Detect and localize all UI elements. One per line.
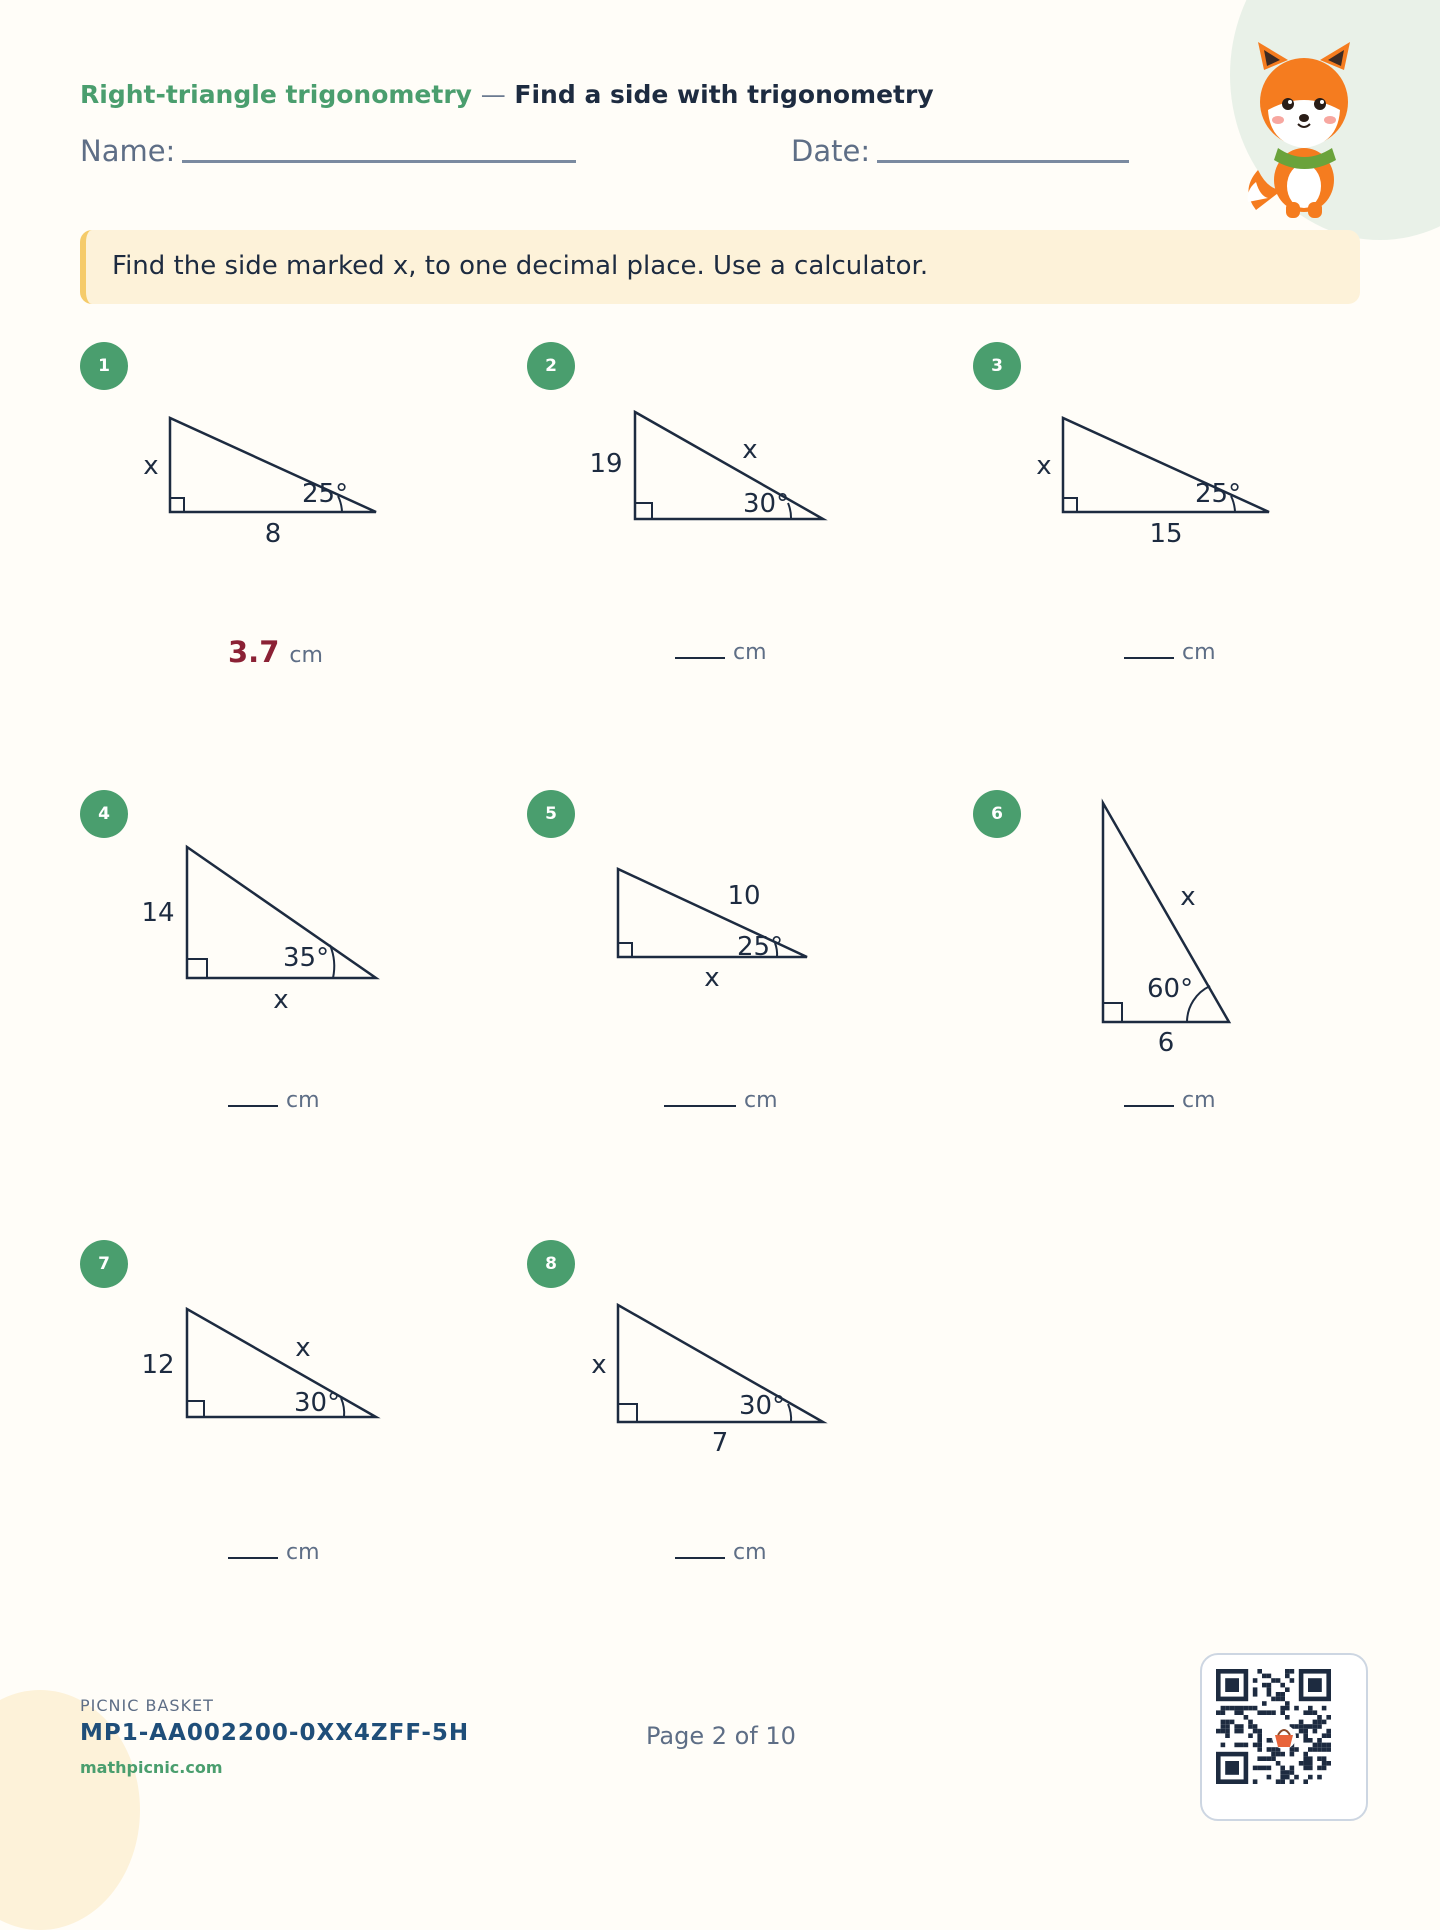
footer-site-link[interactable]: mathpicnic.com	[80, 1758, 223, 1777]
side-label: 12	[141, 1350, 175, 1380]
problem-6	[973, 790, 1413, 1230]
side-label: x	[591, 1350, 607, 1380]
answer-unit: cm	[733, 640, 767, 665]
angle-label: 35°	[283, 943, 330, 973]
answer-blank[interactable]	[675, 1557, 725, 1559]
answer-area[interactable]	[228, 1540, 320, 1565]
answer-unit: cm	[289, 643, 323, 668]
answer-blank[interactable]	[664, 1105, 736, 1107]
answer-unit: cm	[744, 1088, 778, 1113]
date-line[interactable]	[877, 160, 1129, 163]
side-label: x	[1180, 882, 1196, 912]
side-label: x	[143, 451, 159, 481]
angle-label: 25°	[737, 932, 784, 962]
answer-area[interactable]	[675, 1540, 767, 1565]
date-field[interactable]	[791, 134, 870, 168]
answer-area[interactable]	[228, 1088, 320, 1113]
answer-area[interactable]	[675, 640, 767, 665]
right-angle-marker-icon	[618, 1404, 637, 1422]
angle-label: 30°	[739, 1391, 786, 1421]
angle-label: 25°	[302, 479, 349, 509]
answer-blank[interactable]	[675, 657, 725, 659]
angle-label: 60°	[1147, 974, 1194, 1004]
topic-label: Right-triangle trigonometry	[80, 80, 472, 109]
problem-1	[80, 342, 520, 782]
triangle-diagram	[80, 790, 520, 1230]
answer-area[interactable]	[664, 1088, 778, 1113]
side-label: 14	[141, 898, 175, 928]
problem-2	[527, 342, 967, 782]
name-line[interactable]	[182, 160, 576, 163]
footer-code: MP1-AA002200-0XX4ZFF-5H	[80, 1720, 470, 1746]
angle-label: 30°	[743, 489, 790, 519]
problem-number-badge: 6	[973, 790, 1021, 838]
picnic-basket-icon	[1275, 1735, 1293, 1747]
triangle-diagram	[527, 1240, 967, 1680]
problem-number-badge: 3	[973, 342, 1021, 390]
angle-label: 30°	[294, 1388, 341, 1418]
answer-area[interactable]	[1124, 640, 1216, 665]
answer-blank[interactable]	[1124, 1105, 1174, 1107]
side-label: 8	[264, 519, 282, 549]
right-angle-marker-icon	[635, 503, 652, 519]
answer-blank[interactable]	[228, 1557, 278, 1559]
name-label: Name:	[80, 134, 176, 168]
side-label: x	[273, 985, 289, 1015]
answer-blank[interactable]	[1124, 657, 1174, 659]
side-label: x	[1036, 451, 1052, 481]
problem-4	[80, 790, 520, 1230]
right-angle-marker-icon	[187, 1401, 204, 1417]
problem-5	[527, 790, 967, 1230]
date-label: Date:	[791, 134, 871, 168]
title-separator: —	[480, 80, 506, 109]
side-label: x	[704, 963, 720, 993]
problem-number-badge: 8	[527, 1240, 575, 1288]
problem-8	[527, 1240, 967, 1680]
problem-number-badge: 2	[527, 342, 575, 390]
page-number: Page 2 of 10	[646, 1722, 796, 1750]
fox-mascot-icon	[1238, 40, 1368, 220]
problem-7	[80, 1240, 520, 1680]
problem-number-badge: 1	[80, 342, 128, 390]
worksheet-title	[80, 80, 934, 109]
answer-area[interactable]	[1124, 1088, 1216, 1113]
subtitle-label: Find a side with trigonometry	[514, 80, 934, 109]
name-field[interactable]	[80, 134, 175, 168]
instructions-text: Find the side marked x, to one decimal place. Use a calculator.	[112, 251, 929, 281]
instructions-banner	[80, 230, 1360, 304]
problem-number-badge: 5	[527, 790, 575, 838]
side-label: 19	[589, 449, 623, 479]
right-angle-marker-icon	[1063, 498, 1077, 512]
side-label: 6	[1157, 1028, 1175, 1058]
side-label: x	[742, 435, 758, 465]
problem-number-badge: 4	[80, 790, 128, 838]
right-angle-marker-icon	[187, 959, 207, 978]
right-angle-marker-icon	[618, 943, 632, 957]
answer-area[interactable]	[228, 635, 323, 669]
qr-code-icon[interactable]	[1200, 1653, 1368, 1821]
triangle-diagram	[527, 342, 967, 782]
side-label: 15	[1149, 519, 1183, 549]
angle-label: 25°	[1195, 479, 1242, 509]
side-label: x	[295, 1333, 311, 1363]
side-label: 7	[711, 1428, 729, 1458]
answer-unit: cm	[1182, 1088, 1216, 1113]
problem-number-badge: 7	[80, 1240, 128, 1288]
answer-value: 3.7	[228, 635, 280, 669]
problem-3	[973, 342, 1413, 782]
triangle-diagram	[973, 790, 1413, 1230]
triangle-diagram	[80, 342, 520, 782]
answer-unit: cm	[1182, 640, 1216, 665]
footer-brand: PICNIC BASKET	[80, 1696, 214, 1715]
answer-unit: cm	[286, 1540, 320, 1565]
qr-code-graphic	[1202, 1655, 1366, 1819]
right-angle-marker-icon	[170, 498, 184, 512]
answer-unit: cm	[286, 1088, 320, 1113]
side-label: 10	[727, 881, 761, 911]
right-angle-marker-icon	[1103, 1003, 1122, 1022]
answer-blank[interactable]	[228, 1105, 278, 1107]
triangle-diagram	[80, 1240, 520, 1680]
answer-unit: cm	[733, 1540, 767, 1565]
triangle-diagram	[973, 342, 1413, 782]
triangle-diagram	[527, 790, 967, 1230]
